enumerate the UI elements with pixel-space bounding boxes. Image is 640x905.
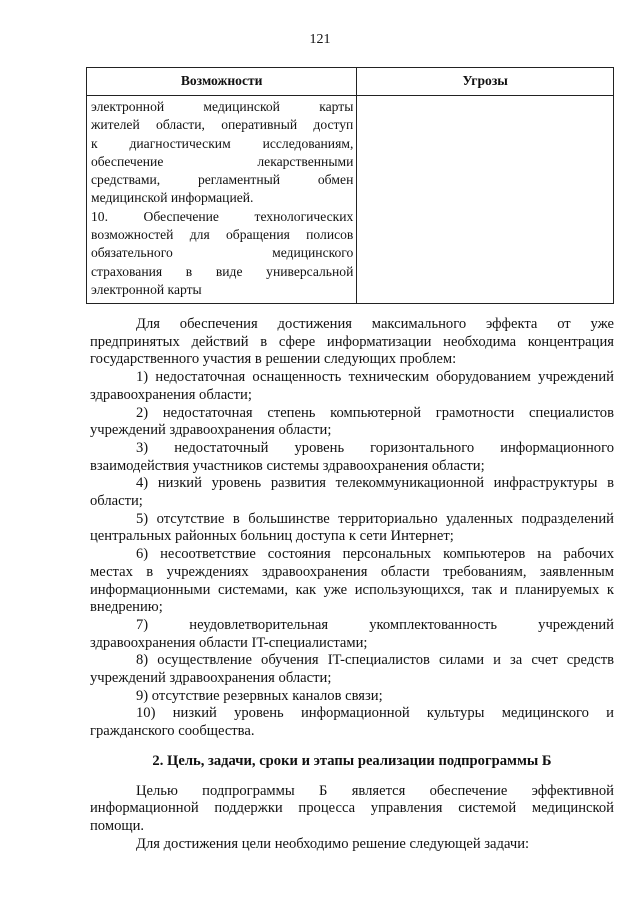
body-line: центральных районных больниц доступа к сети Интернет; <box>90 528 454 545</box>
body-line: учреждений здравоохранения области; <box>90 422 332 439</box>
section-heading: 2. Цель, задачи, сроки и этапы реализации подпрограммы Б <box>152 752 552 769</box>
body-line: Для обеспечения достижения максимального эффекта от уже <box>136 316 614 332</box>
body-line: 5) отсутствие в большинстве территориально удаленных подразделений <box>136 510 614 527</box>
body-line: 1) недостаточная оснащенность техническим оборудованием учреждений <box>136 369 614 386</box>
body-line: 7) неудовлетворительная укомплектованность учреждений <box>136 616 614 633</box>
body-line: 3) недостаточный уровень горизонтального информационного <box>136 439 614 456</box>
opportunity-line: средствами, регламентный обмен <box>91 172 354 188</box>
body-line: Целью подпрограммы Б является обеспечение эффективной <box>136 782 614 799</box>
page-number: 121 <box>309 32 331 47</box>
header-opportunities: Возможности <box>87 68 357 96</box>
opportunity-line: медицинской информацией. <box>91 190 254 206</box>
table-row <box>87 96 614 304</box>
opportunity-line: электронной медицинской карты <box>91 99 354 114</box>
table-header-row <box>87 68 614 96</box>
opportunity-line: обязательного медицинского <box>91 245 354 261</box>
body-line: внедрению; <box>90 599 163 616</box>
opportunity-line: к диагностическим исследованиям, <box>91 135 354 151</box>
body-line: 10) низкий уровень информационной культуры медицинского и <box>136 705 614 722</box>
header-threats: Угрозы <box>357 68 614 96</box>
swot-table <box>86 67 614 304</box>
body-line: 2) недостаточная степень компьютерной грамотности специалистов <box>136 404 614 421</box>
body-line: местах в учреждениях здравоохранения области требованиям, заявленным <box>90 563 614 580</box>
opportunity-line: возможностей для обращения полисов <box>91 227 354 243</box>
body-line: здравоохранения области IT-специалистами; <box>90 634 368 651</box>
body-line: области; <box>90 493 143 510</box>
opportunity-line: 10. Обеспечение технологических <box>91 208 354 224</box>
body-text <box>90 316 614 853</box>
opportunity-line: электронной карты <box>91 281 202 297</box>
body-line: предпринятых действий в сфере информатизации необходима концентрация <box>90 333 614 350</box>
body-line: здравоохранения области; <box>90 386 252 403</box>
body-line: взаимодействия участников системы здравоохранения области; <box>90 457 485 474</box>
body-line: 8) осуществление обучения IT-специалистов силами и за счет средств <box>136 652 614 669</box>
body-line: гражданского сообщества. <box>90 723 255 740</box>
body-line: информационными системами, как уже использующихся, так и планируемых к <box>90 581 614 598</box>
body-line: 4) низкий уровень развития телекоммуникационной инфраструктуры в <box>136 475 614 492</box>
body-line: учреждений здравоохранения области; <box>90 670 332 687</box>
body-line: помощи. <box>90 817 145 834</box>
body-line: 6) несоответствие состояния персональных компьютеров на рабочих <box>136 546 614 563</box>
body-line: государственного участия в решении следующих проблем: <box>90 351 457 368</box>
opportunities-cell <box>87 96 357 304</box>
opportunity-line: жителей области, оперативный доступ <box>91 117 354 133</box>
opportunity-line: страхования в виде универсальной <box>91 263 354 279</box>
body-line: информационной поддержки процесса управления системой медицинской <box>90 800 614 817</box>
body-line: Для достижения цели необходимо решение следующей задачи: <box>136 835 530 852</box>
opportunity-line: обеспечение лекарственными <box>91 153 354 169</box>
threats-cell <box>357 96 614 304</box>
body-line: 9) отсутствие резервных каналов связи; <box>136 687 383 704</box>
